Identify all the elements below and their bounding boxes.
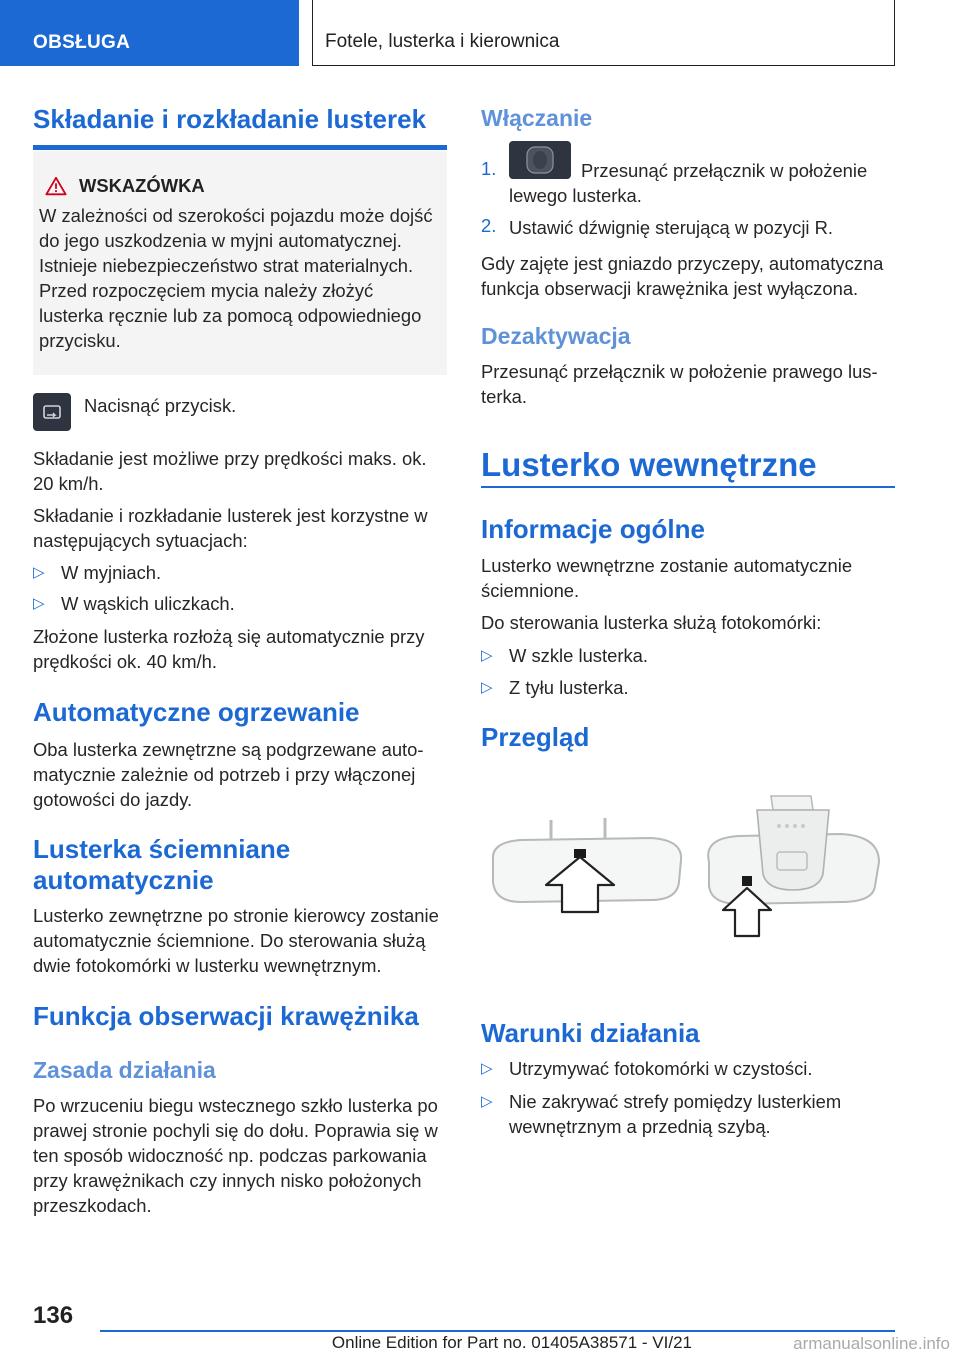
list-item: ▷ W myjniach. <box>33 560 447 585</box>
paragraph-deactivation: Przesunąć przełącznik w położenie prawego lusterka. <box>481 361 878 407</box>
heading-folding: Składanie i rozkładanie lusterek <box>33 104 427 134</box>
heading-deactivation: Dezaktywacja <box>481 323 631 349</box>
heading-conditions: Warunki działania <box>481 1018 700 1048</box>
page-number: 136 <box>33 1302 74 1329</box>
list-item: ▷ W wąskich uliczkach. <box>33 591 447 616</box>
list-conditions <box>481 1056 895 1139</box>
watermark: armanualsonline.info <box>793 1334 950 1353</box>
heading-principle: Zasada działania <box>33 1057 216 1083</box>
warning-title: WSKAZÓWKA <box>79 175 205 196</box>
section-tab: OBSŁUGA <box>0 0 299 66</box>
list-item: ▷ Z tyłu lusterka. <box>481 675 895 700</box>
warning-triangle-icon <box>45 176 67 196</box>
paragraph-general: Lusterko wewnętrzne zostanie automatycznie ściemnione. <box>481 555 853 601</box>
fold-mirror-button-icon <box>33 393 71 431</box>
page-header <box>0 0 960 66</box>
edition-text: Online Edition for Part no. 01405A38571 - VI/21 <box>331 1333 692 1352</box>
heading-rule <box>481 486 895 488</box>
chapter-title: Fotele, lusterka i kierownica <box>312 0 895 66</box>
list-item: ▷ Utrzymywać fotokomórki w czystości. <box>481 1056 895 1081</box>
steps-list <box>481 141 895 240</box>
list-item: ▷ W szkle lusterka. <box>481 643 895 668</box>
press-button-text: Nacisnąć przycisk. <box>84 395 237 416</box>
warning-header <box>41 175 435 197</box>
heading-overview: Przegląd <box>481 722 590 752</box>
step-number: 2. <box>481 215 497 236</box>
heading-dimming: Lusterka ściemniane automatycznie <box>33 834 291 895</box>
heading-curb: Funkcja obserwacji krawężnika <box>33 1001 419 1031</box>
footer-rule <box>100 1330 895 1332</box>
step-2 <box>481 215 895 240</box>
paragraph-principle: Po wrzuceniu biegu wstecznego szkło lusterka po prawej stronie pochyli się do dołu. Poprawia się w ten sposób widoczność np. podczas parkowania przy krawężnikach czy innych nisko położonych przeszkodach. <box>33 1095 438 1216</box>
heading-rule <box>33 145 447 150</box>
step-number: 1. <box>481 158 497 179</box>
step-1 <box>481 141 895 207</box>
paragraph-photocells: Do sterowania lusterka służą fotokomórki: <box>481 612 822 633</box>
warning-box <box>33 151 447 375</box>
list-item: ▷ Nie zakrywać strefy pomiędzy lusterkiem wewnętrznym a przednią szybą. <box>481 1089 895 1139</box>
paragraph-fold-situations: Składanie i rozkładanie lusterek jest korzystne w następujących sytuacjach: <box>33 505 428 551</box>
heading-general-info: Informacje ogólne <box>481 514 705 544</box>
press-button-row <box>33 393 447 436</box>
heading-activation: Włączanie <box>481 105 593 131</box>
step-text: Ustawić dźwignię sterującą w pozycji R. <box>509 217 833 238</box>
paragraph-fold-speed: Składanie jest możliwe przy prędkości maks. ok. 20 km/h. <box>33 448 427 494</box>
heading-inner-mirror: Lusterko wewnętrzne <box>481 446 817 483</box>
paragraph-unfold-speed: Złożone lusterka rozłożą się automatycznie przy prędkości ok. 40 km/h. <box>33 626 425 672</box>
list-photocells <box>481 643 895 700</box>
paragraph-trailer: Gdy zajęte jest gniazdo przyczepy, automatyczna funkcja obserwacji krawężnika jest wyłączona. <box>481 253 884 299</box>
paragraph-dimming: Lusterko zewnętrzne po stronie kierowcy zostanie automatycznie ściemnione. Do sterowania służą dwie fotokomórki w lusterku wewnętrznym. <box>33 905 439 976</box>
list-fold-situations <box>33 560 447 616</box>
paragraph-heating: Oba lusterka zewnętrzne są podgrzewane automatycznie zależnie od potrzeb i przy włączonej gotowości do jazdy. <box>33 739 424 810</box>
heading-heating: Automatyczne ogrzewanie <box>33 697 360 727</box>
step-text: Przesunąć przełącznik w położenie lewego lusterka. <box>509 160 868 206</box>
warning-text: W zależności od szerokości pojazdu może dojść do jego uszkodzenia w myjni automatycznej. Istnieje niebezpieczeństwo strat materialnych. Przed rozpoczęciem mycia należy złożyć lusterka ręcznie lub za pomocą odpowiedniego przycisku. <box>39 205 433 351</box>
inner-mirror-illustration <box>481 790 895 960</box>
